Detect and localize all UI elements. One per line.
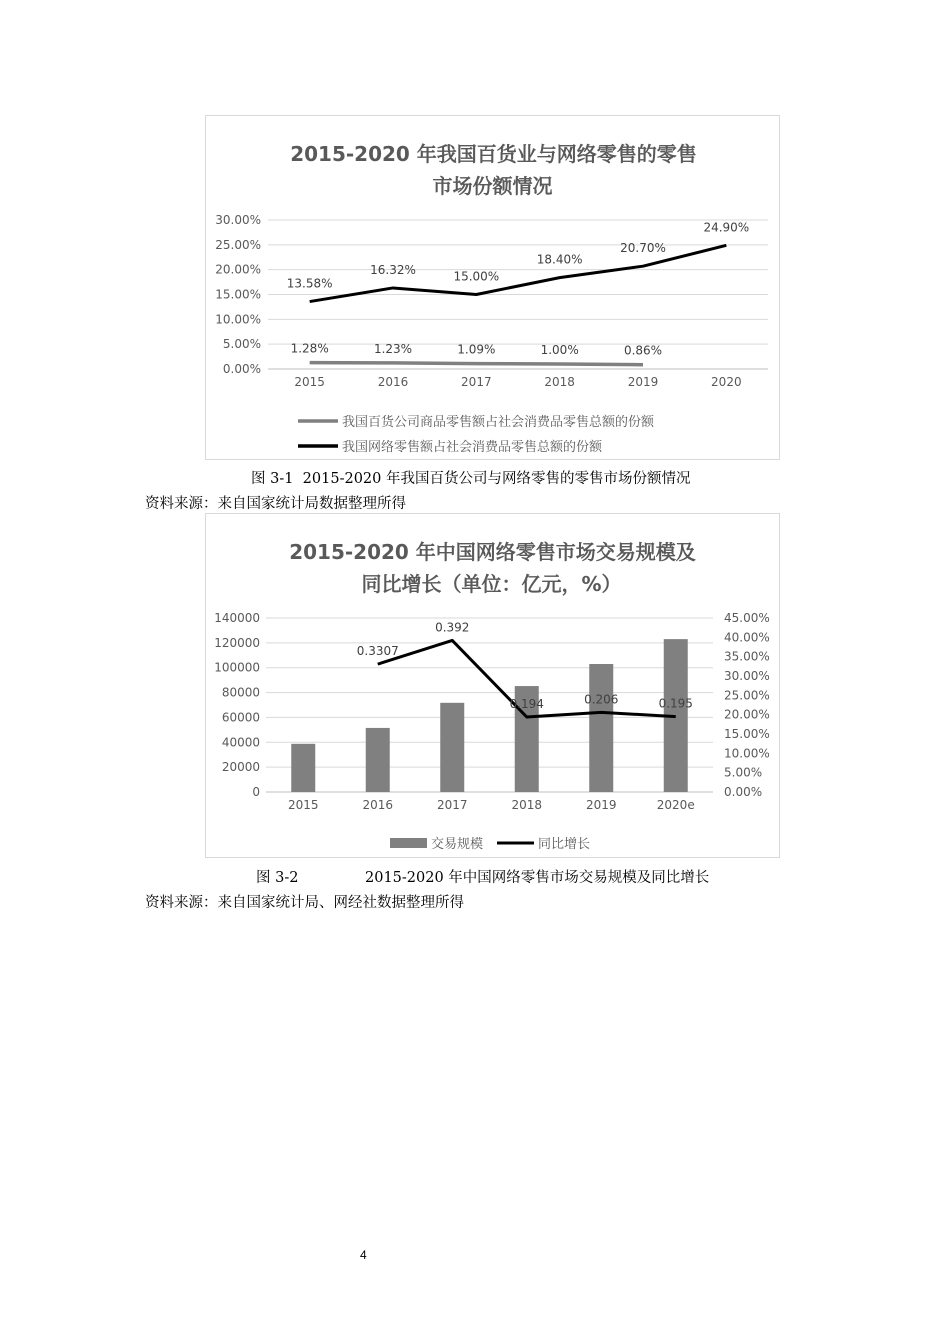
chart2-x-tick: 2016	[362, 798, 394, 812]
chart1-legend-label-1: 我国百货公司商品零售额占社会消费品零售总额的份额	[342, 415, 655, 430]
chart1-x-tick: 2018	[544, 375, 575, 389]
chart2-y2-tick: 30.00%	[724, 669, 770, 683]
chart2-title-line-1: 2015-2020 年中国网络零售市场交易规模及	[289, 540, 696, 564]
figure-3-2-label: 图 3-2	[256, 870, 299, 886]
chart1-title-line-1: 2015-2020 年我国百货业与网络零售的零售	[290, 142, 697, 166]
chart1-data-label: 1.09%	[457, 342, 496, 357]
chart1-y-tick: 25.00%	[215, 237, 261, 252]
chart1-data-label: 1.00%	[540, 343, 579, 358]
chart2-y-tick: 40000	[221, 735, 260, 750]
page-number: 4	[360, 1248, 367, 1262]
chart1-x-tick: 2019	[627, 375, 659, 389]
chart2-data-label: 0.194	[509, 696, 544, 711]
chart2-y2-tick: 40.00%	[724, 630, 770, 645]
figure-3-1-caption: 图 3-1 2015-2020 年我国百货公司与网络零售的零售市场份额情况	[251, 471, 691, 487]
chart2-data-label: 0.195	[658, 696, 693, 711]
chart2-y-tick: 20000	[221, 760, 260, 775]
chart1-data-label: 20.70%	[620, 241, 666, 256]
chart1-y-tick: 15.00%	[215, 287, 261, 302]
chart1-data-label: 15.00%	[453, 269, 500, 284]
chart2-y-tick: 80000	[221, 685, 260, 700]
chart2-y-tick: 140000	[214, 611, 260, 625]
chart2-x-tick: 2020e	[656, 798, 695, 812]
chart2-bar	[589, 664, 613, 792]
chart2-y2-tick: 45.00%	[724, 611, 770, 625]
chart2-data-label: 0.206	[584, 692, 619, 707]
chart2-y-tick: 0	[252, 785, 260, 799]
chart2-y-tick: 100000	[214, 660, 260, 675]
chart1-data-label: 24.90%	[703, 220, 750, 235]
chart2-y-tick: 60000	[221, 710, 260, 725]
chart2-y2-tick: 0.00%	[724, 785, 763, 799]
chart1-x-tick: 2017	[461, 375, 492, 389]
chart-transaction-scale	[205, 513, 780, 858]
chart2-x-tick: 2017	[436, 798, 468, 812]
chart2-x-tick: 2015	[287, 798, 319, 812]
figure-3-2-source: 资料来源：来自国家统计局、网经社数据整理所得	[145, 895, 464, 911]
chart1-y-tick: 0.00%	[222, 362, 261, 376]
chart2-data-label: 0.3307	[356, 644, 399, 659]
chart2-legend-label-bar: 交易规模	[431, 837, 484, 852]
chart1-y-tick: 5.00%	[222, 337, 261, 352]
chart1-data-label: 1.23%	[373, 341, 413, 356]
chart2-y2-tick: 5.00%	[724, 765, 763, 780]
chart2-title-line-2: 同比增长（单位：亿元，%）	[361, 572, 622, 596]
chart1-title-line-2: 市场份额情况	[432, 174, 553, 198]
chart2-svg	[206, 514, 779, 857]
chart1-legend-label-2: 我国网络零售额占社会消费品零售总额的份额	[342, 440, 603, 455]
chart1-data-label: 18.40%	[536, 252, 583, 267]
chart2-x-tick: 2018	[511, 798, 543, 812]
chart2-y-tick: 120000	[214, 635, 260, 650]
chart-market-share	[205, 115, 780, 460]
chart2-y2-tick: 35.00%	[724, 649, 770, 664]
chart2-bar	[440, 703, 464, 792]
chart2-y2-tick: 20.00%	[724, 707, 770, 722]
chart2-data-label: 0.392	[435, 620, 470, 635]
chart2-x-tick: 2019	[585, 798, 617, 812]
figure-3-2-caption: 2015-2020 年中国网络零售市场交易规模及同比增长	[365, 870, 710, 886]
chart1-x-tick: 2020	[711, 375, 742, 389]
chart2-y2-tick: 10.00%	[724, 746, 770, 761]
chart1-y-tick: 10.00%	[215, 312, 261, 327]
chart1-y-tick: 30.00%	[215, 213, 261, 227]
chart2-y2-tick: 15.00%	[724, 727, 770, 741]
chart2-bar	[291, 744, 315, 792]
chart2-legend-swatch-bar	[390, 838, 427, 848]
chart1-y-tick: 20.00%	[215, 262, 261, 277]
chart1-x-tick: 2015	[294, 375, 325, 389]
chart1-svg	[206, 116, 779, 459]
chart1-data-label: 1.28%	[290, 341, 329, 356]
chart1-data-label: 16.32%	[370, 262, 416, 277]
figure-3-1-source: 资料来源：来自国家统计局数据整理所得	[145, 496, 406, 512]
chart2-bar	[366, 728, 390, 792]
chart1-data-label: 0.86%	[623, 343, 663, 358]
chart1-data-label: 13.58%	[286, 276, 333, 291]
chart2-legend-label-line: 同比增长	[538, 837, 591, 852]
chart2-y2-tick: 25.00%	[724, 688, 770, 703]
chart1-x-tick: 2016	[377, 375, 409, 389]
